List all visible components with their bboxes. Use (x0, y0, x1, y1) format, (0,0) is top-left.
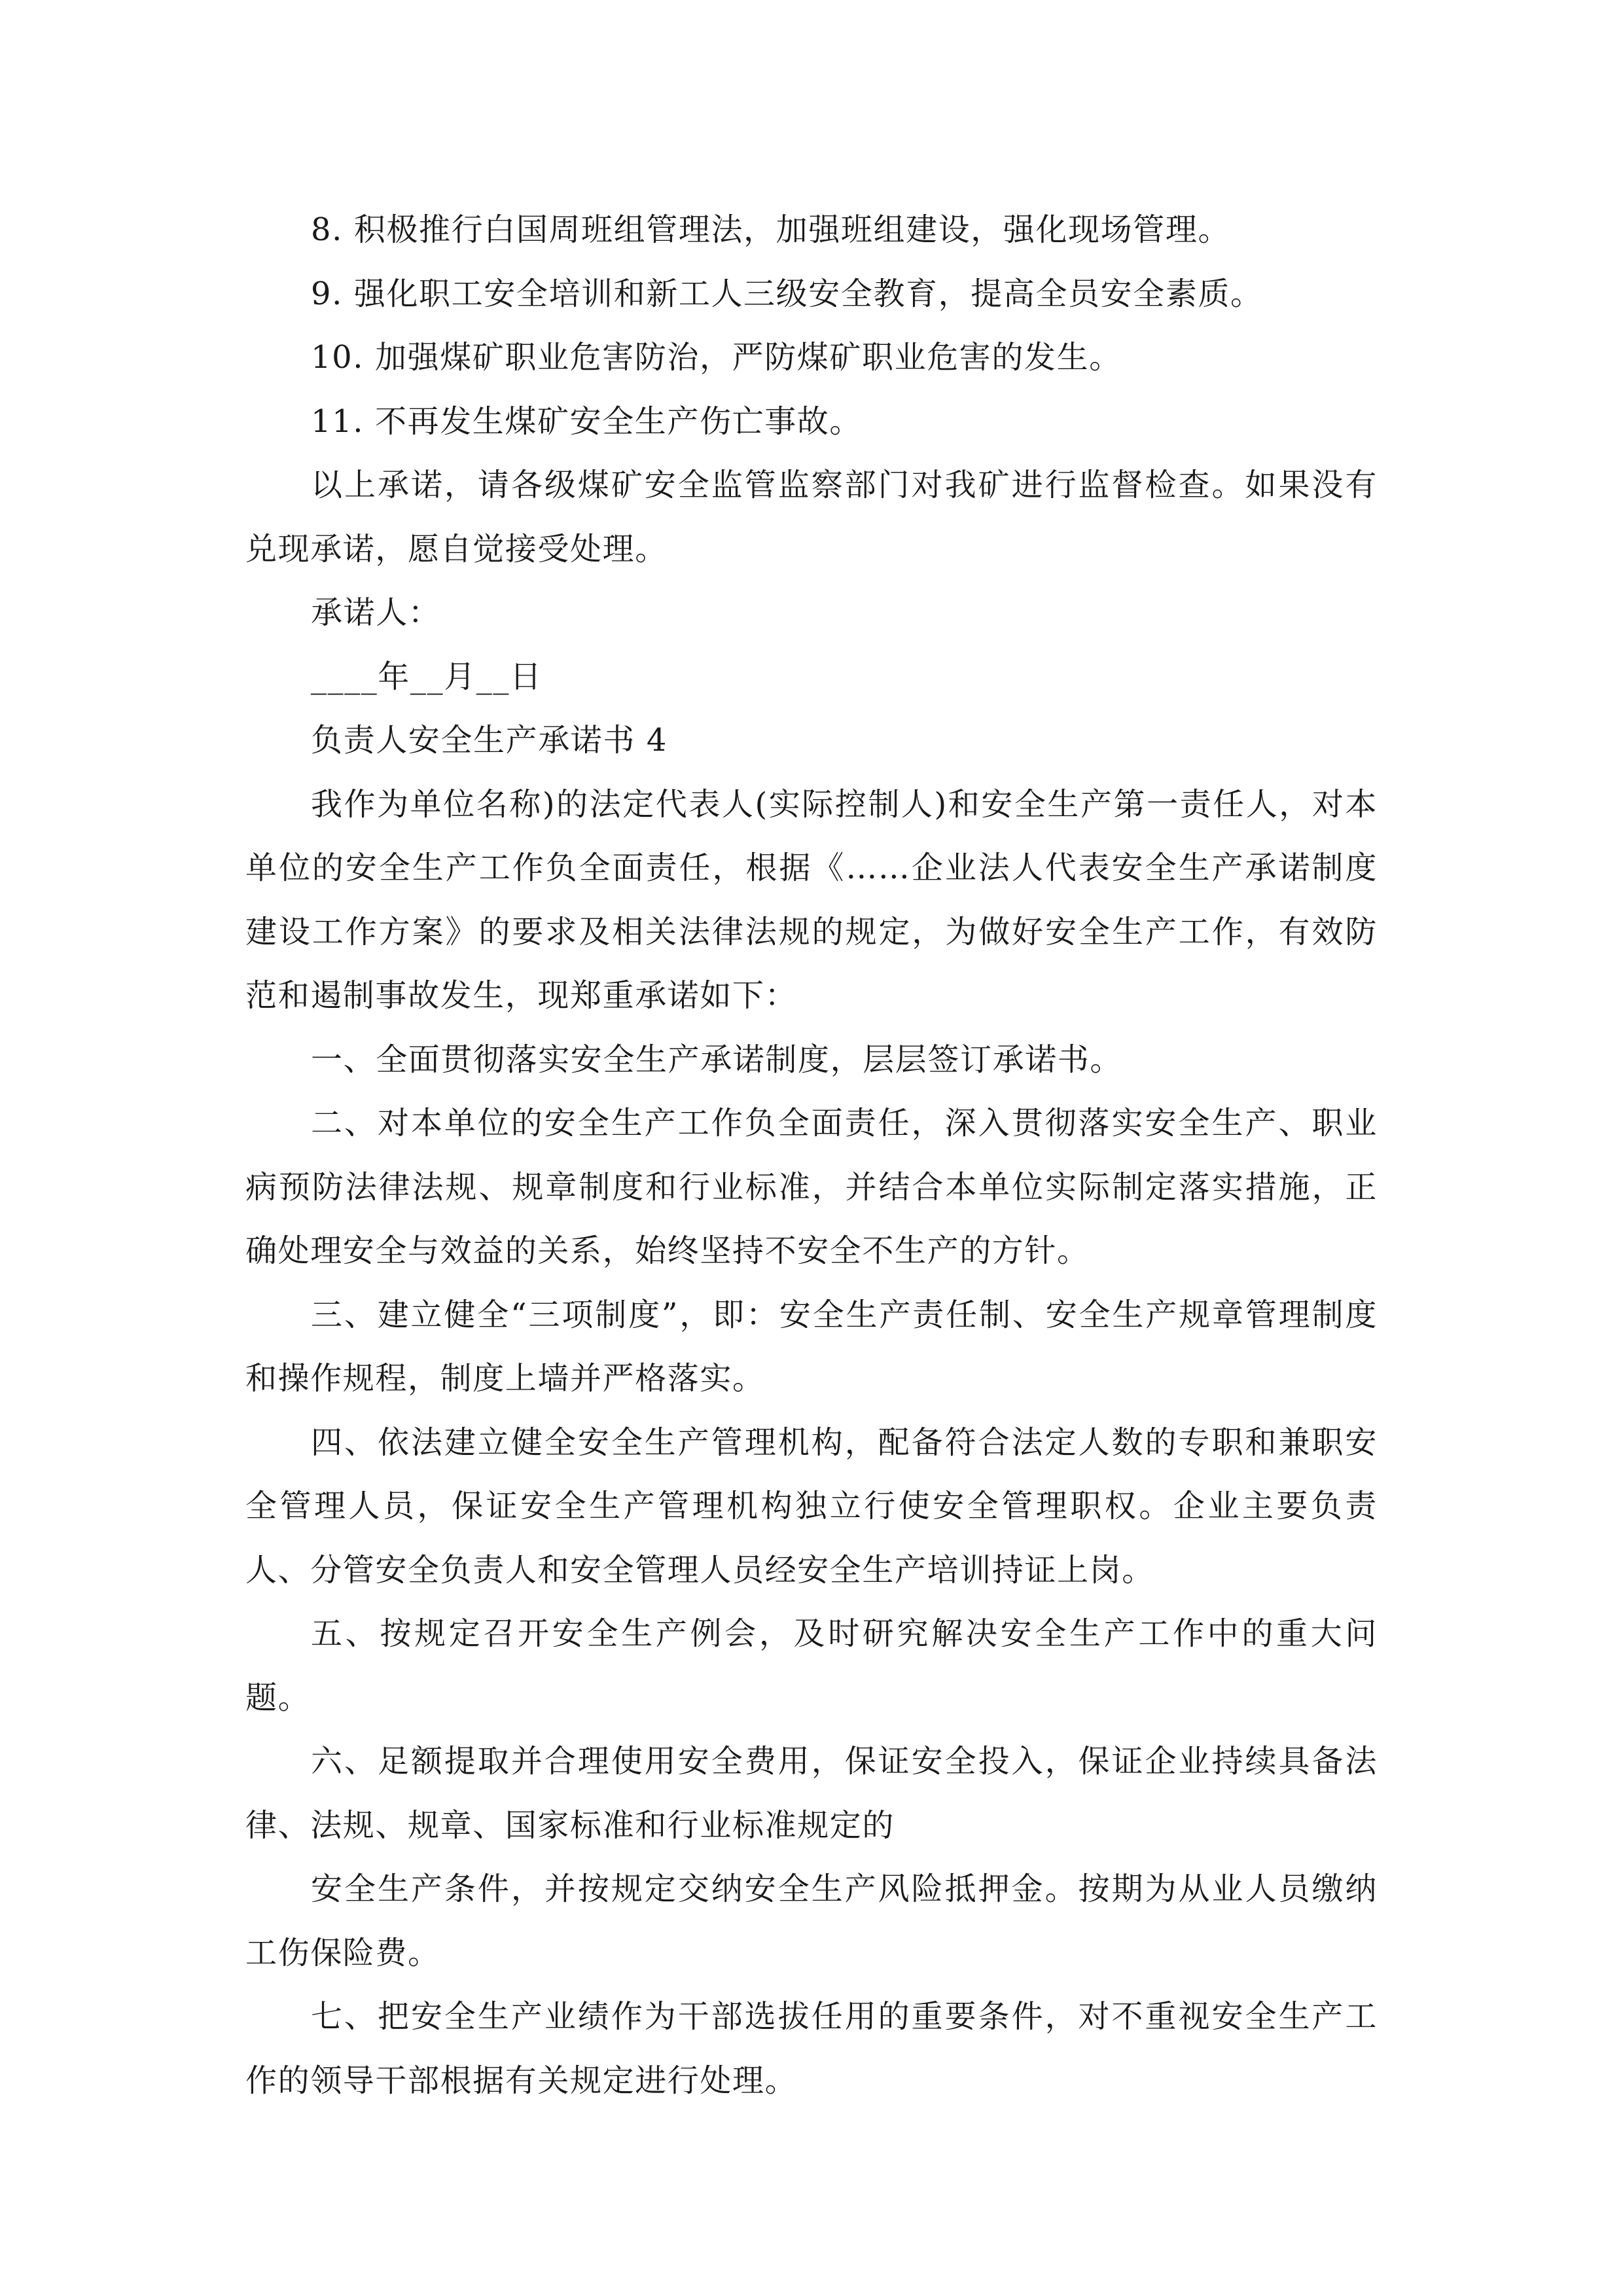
section-heading: 负责人安全生产承诺书 4 (311, 722, 668, 759)
clause-one: 一、全面贯彻落实安全生产承诺制度，层层签订承诺书。 (311, 1041, 1123, 1078)
clause-two: 二、对本单位的安全生产工作负全面责任，深入贯彻落实安全生产、职业病预防法律法规、规章制度和行业标准，并结合本单位实际制定落实措施，正确处理安全与效益的关系，始终坚持不安全不生产的方针。 (245, 1105, 1378, 1269)
clause-9: 9. 强化职工安全培训和新工人三级安全教育，提高全员安全素质。 (311, 275, 1263, 312)
document-body (245, 198, 1378, 2113)
intro-paragraph: 我作为单位名称)的法定代表人(实际控制人)和安全生产第一责任人，对本单位的安全生产工作负全面责任，根据《……企业法人代表安全生产承诺制度建设工作方案》的要求及相关法律法规的规定，为做好安全生产工作，有效防范和遏制事故发生，现郑重承诺如下： (245, 785, 1378, 1014)
date-line: ____年__月__日 (311, 658, 543, 695)
clause-10: 10. 加强煤矿职业危害防治，严防煤矿职业危害的发生。 (311, 339, 1122, 376)
clause-five: 五、按规定召开安全生产例会，及时研究解决安全生产工作中的重大问题。 (245, 1615, 1378, 1716)
clause-11: 11. 不再发生煤矿安全生产伤亡事故。 (311, 403, 862, 440)
clause-six-continued: 安全生产条件，并按规定交纳安全生产风险抵押金。按期为从业人员缴纳工伤保险费。 (245, 1871, 1378, 1971)
clause-8: 8. 积极推行白国周班组管理法，加强班组建设，强化现场管理。 (311, 211, 1231, 248)
commitment-closing: 以上承诺，请各级煤矿安全监管监察部门对我矿进行监督检查。如果没有兑现承诺，愿自觉接受处理。 (245, 467, 1378, 567)
clause-three: 三、建立健全“三项制度”，即：安全生产责任制、安全生产规章管理制度和操作规程，制度上墙并严格落实。 (245, 1296, 1378, 1397)
signatory-label: 承诺人： (311, 594, 441, 631)
clause-six: 六、足额提取并合理使用安全费用，保证安全投入，保证企业持续具备法律、法规、规章、国家标准和行业标准规定的 (245, 1743, 1378, 1844)
clause-seven: 七、把安全生产业绩作为干部选拔任用的重要条件，对不重视安全生产工作的领导干部根据有关规定进行处理。 (245, 1998, 1378, 2099)
clause-four: 四、依法建立健全安全生产管理机构，配备符合法定人数的专职和兼职安全管理人员，保证安全生产管理机构独立行使安全管理职权。企业主要负责人、分管安全负责人和安全管理人员经安全生产培训持证上岗。 (245, 1424, 1378, 1588)
